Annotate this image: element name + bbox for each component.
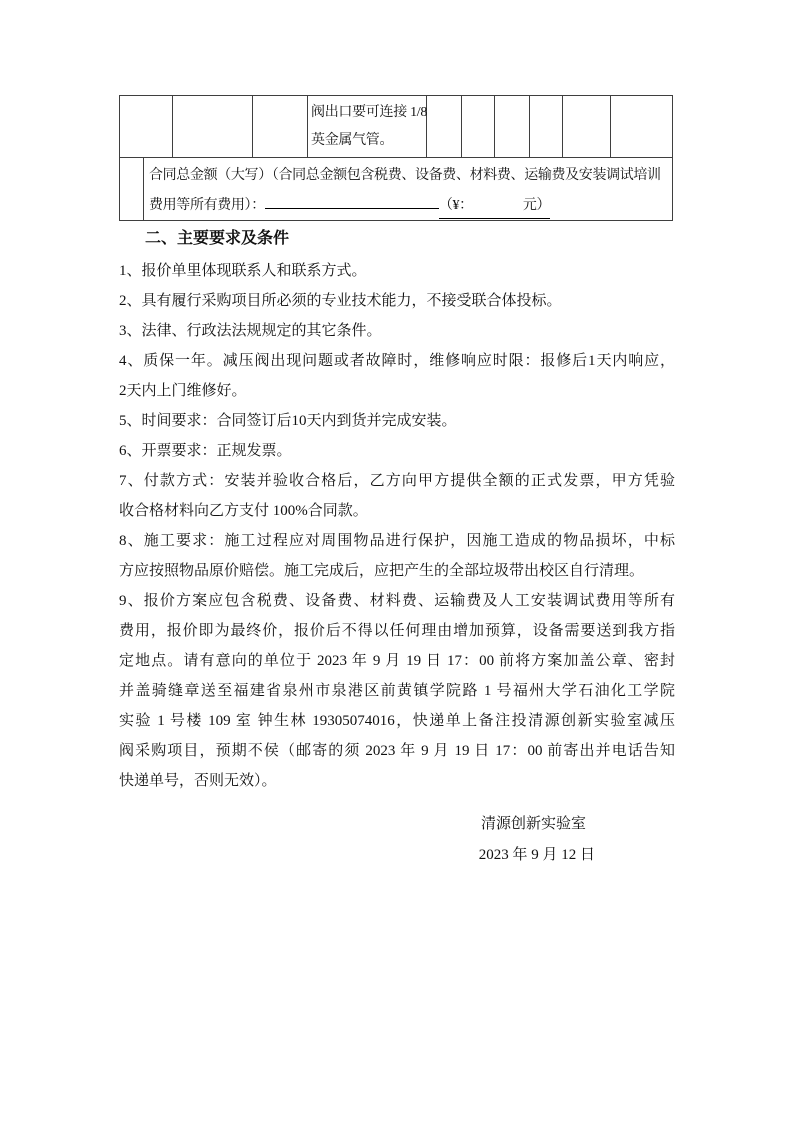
text-line: 4、质保一年。减压阀出现问题或者故障时，维修响应时限：报修后1天内响应， <box>119 353 675 369</box>
spec-text-line: 阀出口要可连接 1/8 <box>311 105 428 120</box>
text-line: 实验 1 号楼 109 室 钟生林 19305074016，快递单上备注投清源创新实验室减压 <box>119 713 675 729</box>
document-body <box>119 228 675 871</box>
table-cell-empty <box>495 96 530 157</box>
text-line: 6、开票要求：正规发票。 <box>119 443 292 459</box>
currency-blank-field <box>439 194 550 219</box>
total-amount-label: 费用等所有费用）： <box>149 198 265 213</box>
spec-table <box>119 95 673 221</box>
requirement-item-8 <box>119 526 675 586</box>
requirement-item-2 <box>119 286 675 316</box>
table-cell-empty <box>120 158 144 220</box>
text-line: 并盖骑缝章送至福建省泉州市泉港区前黄镇学院路 1 号福州大学石油化工学院 <box>119 683 675 699</box>
text-line: 收合格材料向乙方支付 100%合同款。 <box>119 503 368 519</box>
table-cell-empty <box>462 96 495 157</box>
yuan-blank-field <box>473 197 523 209</box>
table-row-total <box>120 157 672 220</box>
requirement-item-9 <box>119 586 675 796</box>
text-line: 快递单号，否则无效）。 <box>119 773 277 789</box>
total-amount-line2 <box>149 191 672 221</box>
table-cell-empty <box>427 96 462 157</box>
table-row-spec <box>120 96 672 157</box>
table-cell-spec-text <box>308 96 427 157</box>
table-cell-empty <box>120 96 173 157</box>
table-cell-empty <box>173 96 253 157</box>
table-cell-empty <box>563 96 611 157</box>
requirement-item-7 <box>119 466 675 526</box>
text-line: 8、施工要求：施工过程应对周围物品进行保护，因施工造成的物品损坏，中标 <box>119 533 675 549</box>
text-line: 5、时间要求：合同签订后10天内到货并完成安装。 <box>119 413 457 429</box>
requirement-item-4 <box>119 346 675 406</box>
requirement-item-6 <box>119 436 675 466</box>
table-cell-empty <box>530 96 563 157</box>
requirement-item-5 <box>119 406 675 436</box>
text-line: 2天内上门维修好。 <box>119 383 247 399</box>
table-cell-empty <box>253 96 308 157</box>
text-line: 3、法律、行政法法规规定的其它条件。 <box>119 323 382 339</box>
currency-close-label: 元） <box>522 198 551 213</box>
text-line: 费用，报价即为最终价，报价后不得以任何理由增加预算，设备需要送到我方指 <box>119 623 675 639</box>
text-line: 1、报价单里体现联系人和联系方式。 <box>119 263 367 279</box>
text-line: 定地点。请有意向的单位于 2023 年 9 月 19 日 17：00 前将方案加盖公章、密封 <box>119 653 675 669</box>
requirement-item-1 <box>119 256 675 286</box>
signature-block <box>119 809 675 871</box>
total-amount-line1: 合同总金额（大写）（合同总金额包含税费、设备费、材料费、运输费及安装调试培训 <box>149 168 661 183</box>
text-line: 阀采购项目，预期不侯（邮寄的须 2023 年 9 月 19 日 17：00 前寄出并电话告知 <box>119 743 675 759</box>
spec-text-line: 英金属气管。 <box>311 133 394 148</box>
requirement-item-3 <box>119 316 675 346</box>
signature-org: 清源创新实验室 <box>480 816 586 832</box>
table-cell-empty <box>611 96 672 157</box>
amount-blank-field <box>265 196 439 209</box>
section-heading: 二、主要要求及条件 <box>145 230 290 247</box>
text-line: 方应按照物品原价赔偿。施工完成后，应把产生的全部垃圾带出校区自行清理。 <box>119 563 645 579</box>
signature-date: 2023 年 9 月 12 日 <box>478 847 595 863</box>
text-line: 2、具有履行采购项目所必须的专业技术能力，不接受联合体投标。 <box>119 293 562 309</box>
text-line: 7、付款方式：安装并验收合格后，乙方向甲方提供全额的正式发票，甲方凭验 <box>119 473 675 489</box>
text-line: 9、报价方案应包含税费、设备费、材料费、运输费及人工安装调试费用等所有 <box>119 593 675 609</box>
table-cell-total-amount <box>144 158 672 220</box>
currency-open-label: （¥： <box>438 198 473 213</box>
